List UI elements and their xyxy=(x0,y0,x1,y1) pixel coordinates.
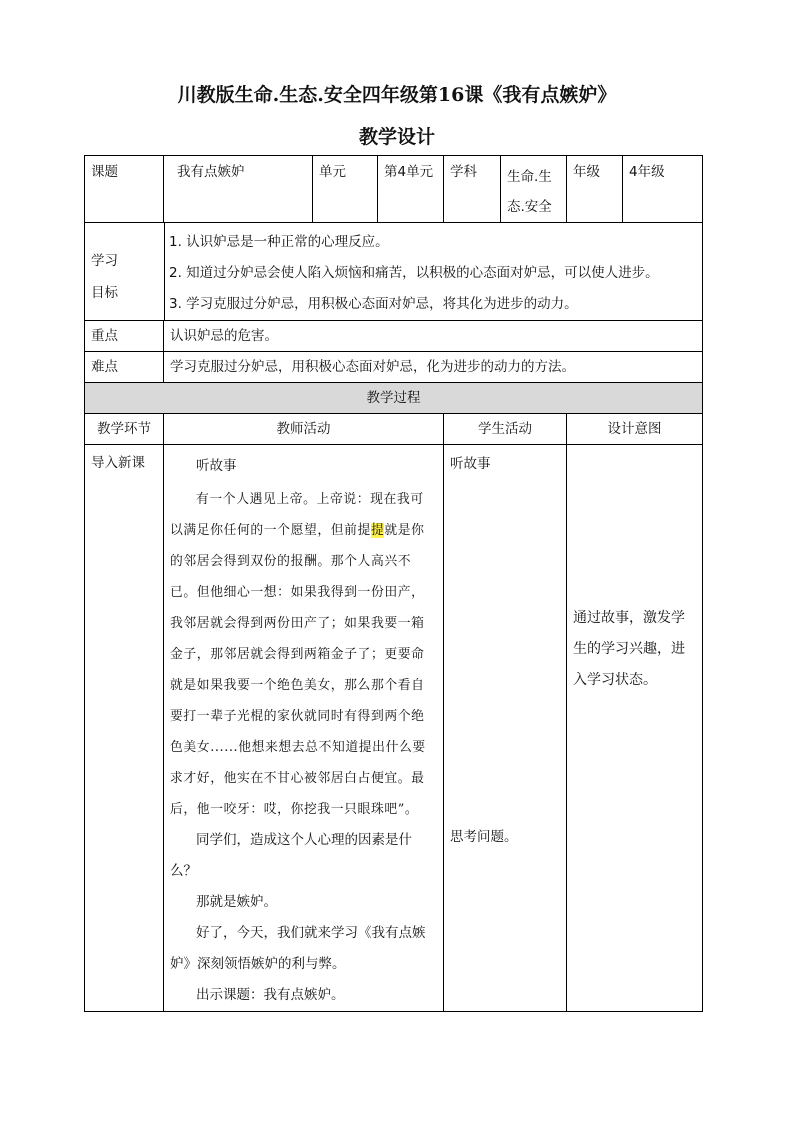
difficulty-text: 学习克服过分妒忌，用积极心态面对妒忌，化为进步的动力的方法。 xyxy=(164,352,703,383)
process-header-row xyxy=(85,383,703,414)
goal-item: 2. 知道过分妒忌会使人陷入烦恼和痛苦，以积极的心态面对妒忌，可以使人进步。 xyxy=(169,265,659,281)
story-part-b: 就是你的邻居会得到双份的报酬。那个人高兴不已。但他细心一想：如果我得到一份田产，我邻居就会得到两份田产了；如果我要一箱金子，那邻居就会得到两箱金子了；更要命就是如果我要一个绝色美女，那么那个看自要打一辈子光棍的家伙就同时有得到两个绝色美女......他想来想去总不知道提出什么要求才好，他实在不甘心被邻居白占便宜。最后，他一咬牙：哎，你挖我一只眼珠吧”。 xyxy=(170,523,426,817)
teacher-answer: 那就是嫉妒。 xyxy=(196,894,277,910)
subject-label: 学科 xyxy=(444,156,501,223)
grade-value: 4年级 xyxy=(623,156,703,223)
process-row xyxy=(85,445,703,1012)
document-title: 川教版生命.生态.安全四年级第16课《我有点嫉妒》 xyxy=(177,84,617,106)
story-paragraph xyxy=(170,484,437,825)
topic-label: 课题 xyxy=(85,156,164,223)
difficulty-label: 难点 xyxy=(85,352,164,383)
teacher-lesson-intro: 好了，今天，我们就来学习《我有点嫉妒》深刻领悟嫉妒的利与弊。 xyxy=(170,925,426,972)
key-point-text: 认识妒忌的危害。 xyxy=(164,321,703,352)
goals-row xyxy=(85,223,703,321)
unit-label: 单元 xyxy=(313,156,378,223)
key-point-row xyxy=(85,321,703,352)
goal-item: 1. 认识妒忌是一种正常的心理反应。 xyxy=(169,234,389,250)
teacher-show-topic: 出示课题：我有点嫉妒。 xyxy=(196,987,345,1003)
student-listen: 听故事 xyxy=(450,456,491,472)
design-intent-cell xyxy=(567,445,703,1012)
student-activity-cell xyxy=(444,445,567,1012)
goal-item: 3. 学习克服过分妒忌，用积极心态面对妒忌，将其化为进步的动力。 xyxy=(169,296,578,312)
goals-cell xyxy=(85,223,703,321)
info-row xyxy=(85,156,703,223)
subject-value: 生命.生态.安全 xyxy=(501,156,567,223)
col-header-intent: 设计意图 xyxy=(567,414,703,445)
document-subtitle: 教学设计 xyxy=(358,126,435,148)
process-columns-row xyxy=(85,414,703,445)
difficulty-row xyxy=(85,352,703,383)
unit-value: 第4单元 xyxy=(378,156,444,223)
student-think: 思考问题。 xyxy=(450,829,518,845)
col-header-stage: 教学环节 xyxy=(85,414,164,445)
grade-label: 年级 xyxy=(567,156,623,223)
process-header: 教学过程 xyxy=(85,383,703,414)
key-point-label: 重点 xyxy=(85,321,164,352)
lesson-plan-table xyxy=(84,155,703,1012)
design-intent-text: 通过故事，激发学生的学习兴趣，进入学习状态。 xyxy=(573,610,685,688)
col-header-teacher: 教师活动 xyxy=(164,414,444,445)
story-part-a: 有一个人遇见上帝。上帝说：现在我可以满足你任何的一个愿望，但前提 xyxy=(170,492,424,538)
goals-label: 学习目标 xyxy=(91,253,118,301)
teacher-intro: 听故事 xyxy=(196,458,237,474)
stage-cell: 导入新课 xyxy=(85,445,164,1012)
teacher-activity-cell xyxy=(164,445,444,1012)
col-header-student: 学生活动 xyxy=(444,414,567,445)
topic-value: 我有点嫉妒 xyxy=(164,156,313,223)
story-highlight: 提 xyxy=(370,523,385,538)
teacher-question: 同学们，造成这个人心理的因素是什么？ xyxy=(170,832,412,879)
